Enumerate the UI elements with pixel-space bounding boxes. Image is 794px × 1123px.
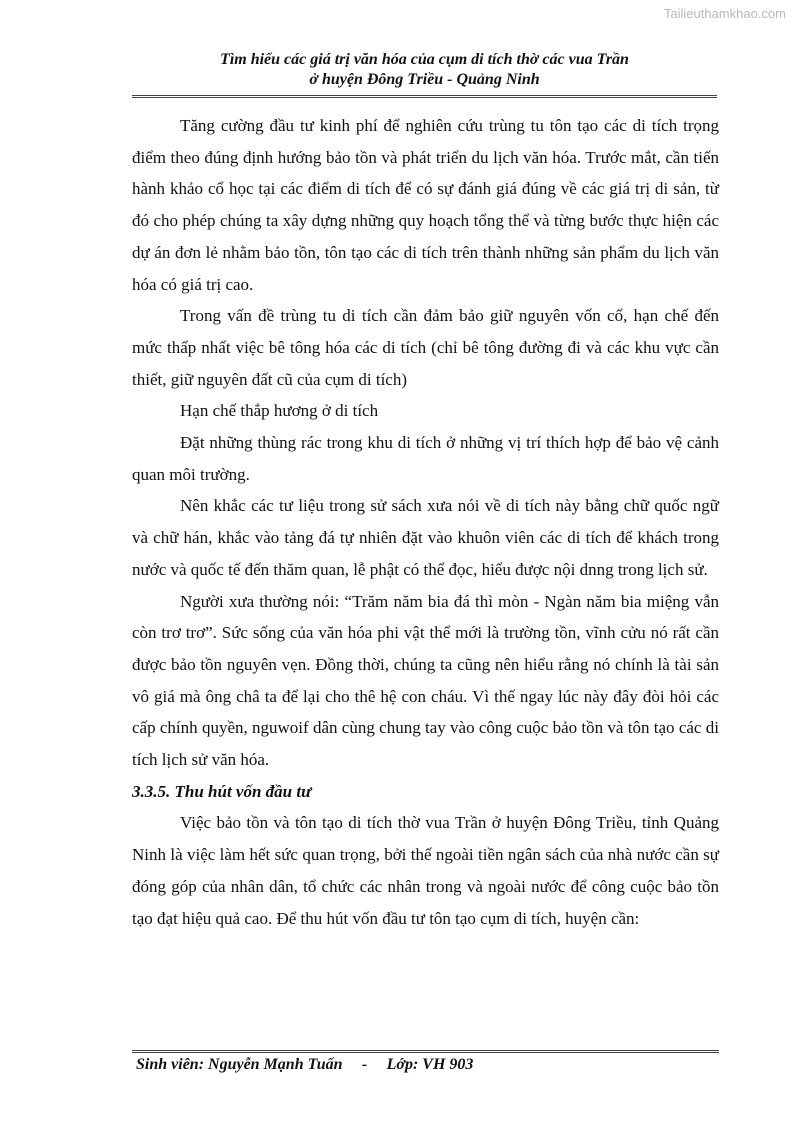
header-title-line-2: ở huyện Đông Triều - Quảng Ninh bbox=[309, 71, 540, 88]
paragraph: Người xưa thường nói: “Trăm năm bia đá thì mòn - Ngàn năm bia miệng vẫn còn trơ trơ”. Sức sống của văn hóa phi vật thể mới là trường tồn, vĩnh cửu nó rất cần được bảo tồn nguyên vẹn. Đồng thời, chúng ta cũng nên hiểu rằng nó chính là tài sản vô giá mà ông châ ta để lại cho thê hệ con cháu. Vì thế ngay lúc này đây đòi hỏi các cấp chính quyền, nguwoif dân cùng chung tay vào công cuộc bảo tồn và tôn tạo các di tích lịch sử văn hóa. bbox=[132, 591, 719, 770]
watermark-text: Tailieuthamkhao.com bbox=[663, 6, 786, 21]
paragraph: Trong vấn đề trùng tu di tích cần đảm bảo giữ nguyên vốn cổ, hạn chế đến mức thấp nhất việc bê tông hóa các di tích (chỉ bê tông đường đi và các khu vực cần thiết, giữ nguyên đất cũ của cụm di tích) bbox=[132, 306, 719, 389]
footer-class: Lớp: VH 903 bbox=[386, 1056, 474, 1073]
footer-divider bbox=[132, 1050, 719, 1053]
paragraph: Tăng cường đầu tư kinh phí để nghiên cứu trùng tu tôn tạo các di tích trọng điểm theo đúng định hướng bảo tồn và phát triển du lịch văn hóa. Trước mắt, cần tiến hành khảo cổ học tại các điểm di tích để có sự đánh giá đúng về các giá trị di sản, từ đó cho phép chúng ta xây dựng những quy hoạch tổng thể và từng bước thực hiện các dự án đơn lẻ nhằm bảo tồn, tôn tạo các di tích trên thành những sản phẩm du lịch văn hóa có giá trị cao. bbox=[132, 116, 719, 294]
document-body bbox=[132, 110, 719, 934]
paragraph: Nên khắc các tư liệu trong sử sách xưa nói về di tích này bằng chữ quốc ngữ và chữ hán, khắc vào tảng đá tự nhiên đặt vào khuôn viên các di tích để khách trong nước và quốc tế đến thăm quan, lễ phật có thể đọc, hiểu được nội dnng trong lịch sử. bbox=[132, 496, 719, 579]
page-header bbox=[132, 50, 717, 90]
header-title-line-1: Tìm hiểu các giá trị văn hóa của cụm di tích thờ các vua Trần bbox=[220, 51, 629, 68]
footer-student: Sinh viên: Nguyễn Mạnh Tuấn bbox=[136, 1056, 343, 1073]
header-divider bbox=[132, 95, 717, 98]
paragraph: Việc bảo tồn và tôn tạo di tích thờ vua Trần ở huyện Đông Triều, tỉnh Quảng Ninh là việc làm hết sức quan trọng, bởi thế ngoài tiền ngân sách của nhà nước cần sự đóng góp của nhân dân, tổ chức các nhân trong và ngoài nước để công cuộc bảo tồn tạo đạt hiệu quả cao. Để thu hút vốn đầu tư tôn tạo cụm di tích, huyện cần: bbox=[132, 813, 719, 928]
section-heading: 3.3.5. Thu hút vốn đầu tư bbox=[132, 781, 312, 801]
page-footer bbox=[136, 1056, 473, 1074]
footer-separator: - bbox=[361, 1056, 368, 1073]
paragraph: Hạn chế thắp hương ở di tích bbox=[180, 401, 379, 421]
paragraph: Đặt những thùng rác trong khu di tích ở những vị trí thích hợp để bảo vệ cảnh quan môi trường. bbox=[132, 433, 719, 484]
